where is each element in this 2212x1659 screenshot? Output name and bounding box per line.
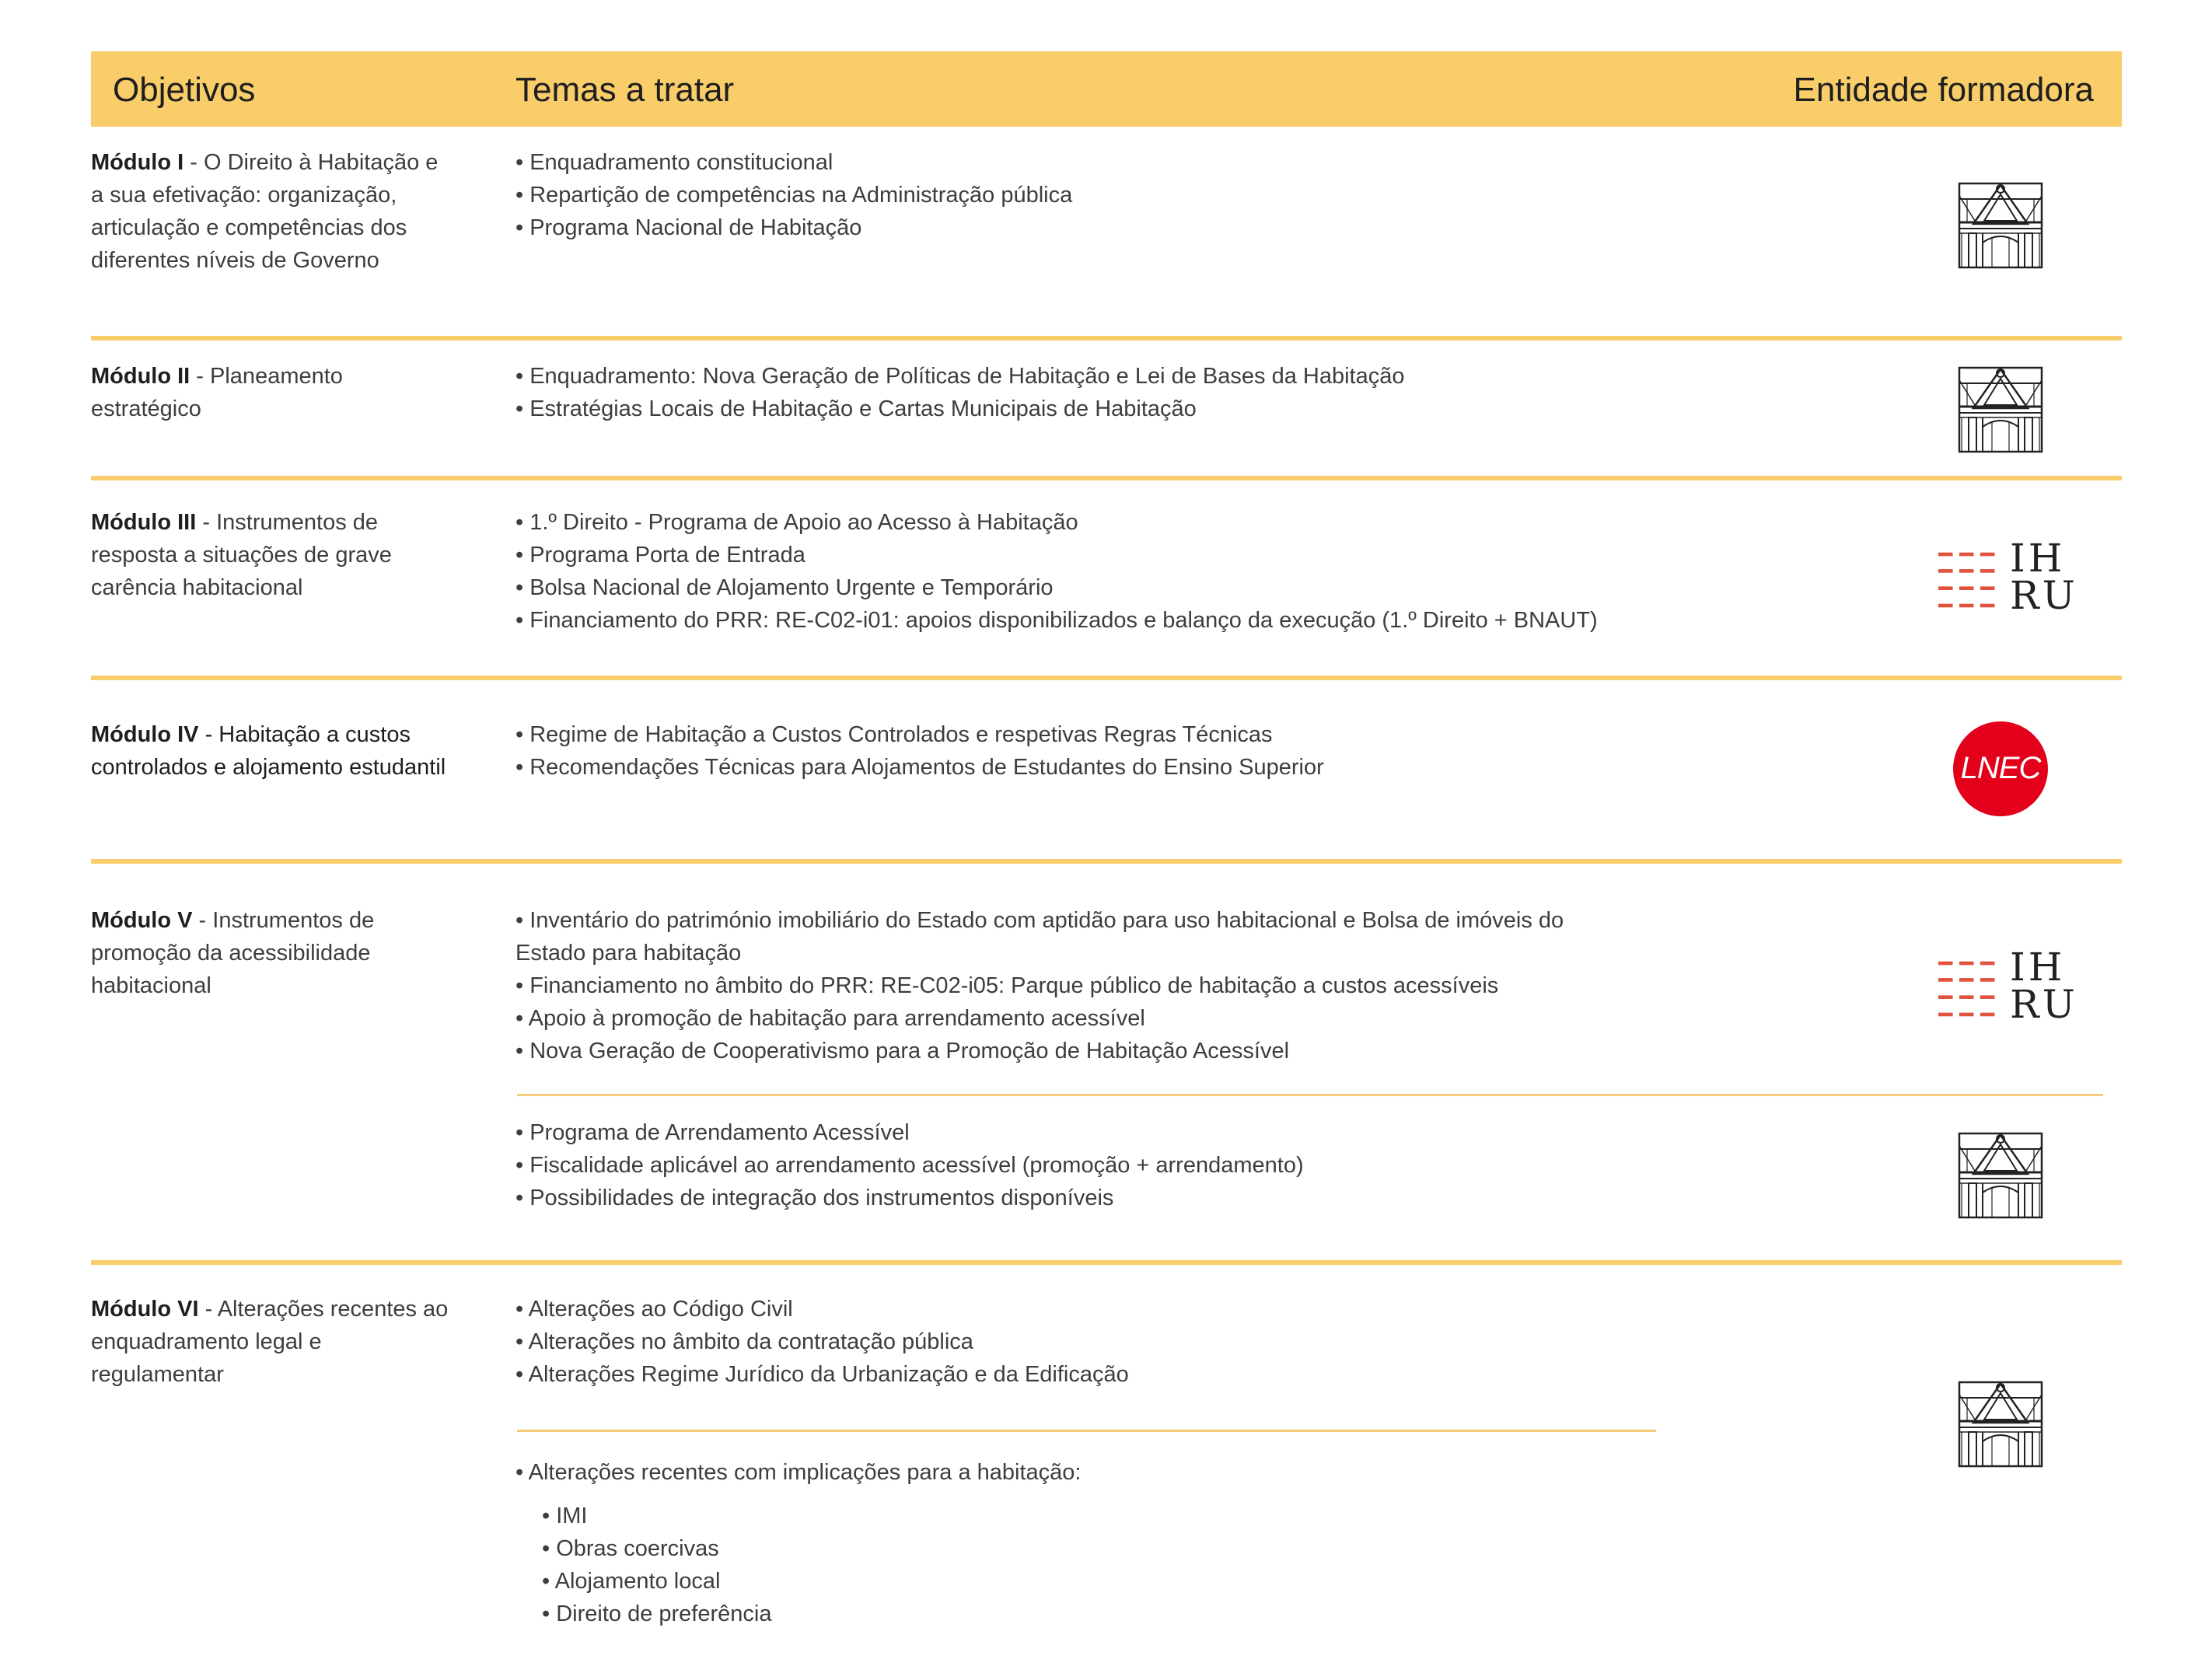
building-arch-icon xyxy=(1958,1132,2043,1219)
list-item: • IMI xyxy=(542,1504,588,1528)
ihru-bottom-text: RU xyxy=(2010,982,2078,1027)
list-item: • Financiamento no âmbito do PRR: RE-C02-i05: Parque público de habitação a custos acessíveis xyxy=(515,973,1499,998)
list-item: • Recomendações Técnicas para Alojamentos de Estudantes do Ensino Superior xyxy=(515,755,1324,780)
list-item: • Nova Geração de Cooperativismo para a Promoção de Habitação Acessível xyxy=(515,1039,1290,1064)
ihru-bars-icon xyxy=(1938,547,1999,613)
module-3-topics xyxy=(515,506,1682,637)
list-item: • Direito de preferência xyxy=(542,1601,772,1626)
list-item: • Enquadramento constitucional xyxy=(515,150,833,175)
module-6-objective: Módulo VI - Alterações recentes ao enquadramento legal e regulamentar xyxy=(91,1297,449,1387)
list-item: • Programa de Arrendamento Acessível xyxy=(515,1120,910,1145)
building-arch-icon xyxy=(1958,366,2043,453)
list-item: • Repartição de competências na Administração pública xyxy=(515,183,1073,208)
building-arch-icon xyxy=(1958,1381,2043,1468)
row-divider xyxy=(91,859,2122,864)
list-item: • Obras coercivas xyxy=(542,1536,719,1561)
module-6-topics-b xyxy=(515,1456,1682,1630)
module-6-topics-a xyxy=(515,1293,1682,1391)
ihru-bottom-text: RU xyxy=(2010,573,2078,618)
row-divider xyxy=(91,1260,2122,1265)
row-divider xyxy=(91,676,2122,680)
row-divider xyxy=(91,476,2122,480)
module-1-objective: Módulo I - O Direito à Habitação e a sua efetivação: organização, articulação e competências dos diferentes níveis de Governo xyxy=(91,150,439,273)
list-item: • Possibilidades de integração dos instrumentos disponíveis xyxy=(515,1186,1114,1210)
list-item: • Inventário do património imobiliário do Estado com aptidão para uso habitacional e Bolsa de imóveis do Estado para habitação xyxy=(515,908,1564,966)
list-item: • Apoio à promoção de habitação para arrendamento acessível xyxy=(515,1006,1145,1031)
list-item: • Regime de Habitação a Custos Controlados e respetivas Regras Técnicas xyxy=(515,722,1273,747)
ihru-bars-icon xyxy=(1938,956,1999,1022)
list-item: • 1.º Direito - Programa de Apoio ao Acesso à Habitação xyxy=(515,510,1078,535)
header-entidade: Entidade formadora xyxy=(1793,71,2094,109)
module-5-topics-a xyxy=(515,904,1635,1067)
list-item: • Alterações ao Código Civil xyxy=(515,1297,793,1322)
table-header xyxy=(91,51,2122,127)
list-item: • Estratégias Locais de Habitação e Cartas Municipais de Habitação xyxy=(515,396,1197,421)
ihru-logo xyxy=(1938,945,2078,1027)
lnec-text: LNEC xyxy=(1960,751,2041,785)
ihru-logo xyxy=(1938,536,2078,618)
ihru-top-text: IH xyxy=(2010,536,2066,581)
module-5-topics-b xyxy=(515,1116,1682,1214)
list-item: • Alojamento local xyxy=(542,1569,721,1594)
ihru-top-text: IH xyxy=(2010,945,2066,990)
sub-divider xyxy=(517,1094,2103,1096)
list-item: • Alterações Regime Jurídico da Urbanização e da Edificação xyxy=(515,1362,1129,1387)
list-item: • Bolsa Nacional de Alojamento Urgente e Temporário xyxy=(515,575,1054,600)
module-5-objective: Módulo V - Instrumentos de promoção da acessibilidade habitacional xyxy=(91,908,375,998)
module-4-topics xyxy=(515,718,1682,784)
list-item: • Fiscalidade aplicável ao arrendamento acessível (promoção + arrendamento) xyxy=(515,1153,1304,1178)
header-temas: Temas a tratar xyxy=(515,71,735,109)
list-item: • Financiamento do PRR: RE-C02-i01: apoios disponibilizados e balanço da execução (1.º Direito + BNAUT) xyxy=(515,608,1598,633)
building-arch-icon xyxy=(1958,182,2043,269)
header-objetivos: Objetivos xyxy=(113,71,256,109)
module-1-topics xyxy=(515,146,1682,244)
module-2-topics xyxy=(515,360,1682,425)
module-2-objective: Módulo II - Planeamento estratégico xyxy=(91,364,343,421)
list-item: • Alterações recentes com implicações para a habitação: xyxy=(515,1460,1082,1485)
module-3-objective: Módulo III - Instrumentos de resposta a situações de grave carência habitacional xyxy=(91,510,392,600)
lnec-logo xyxy=(1953,721,2048,816)
list-item: • Alterações no âmbito da contratação pública xyxy=(515,1329,973,1354)
list-item: • Enquadramento: Nova Geração de Políticas de Habitação e Lei de Bases da Habitação xyxy=(515,364,1405,389)
list-item: • Programa Porta de Entrada xyxy=(515,543,805,568)
sub-divider xyxy=(517,1430,1656,1432)
module-4-objective: Módulo IV - Habitação a custos controlados e alojamento estudantil xyxy=(91,722,446,780)
list-item: • Programa Nacional de Habitação xyxy=(515,215,862,240)
row-divider xyxy=(91,336,2122,341)
